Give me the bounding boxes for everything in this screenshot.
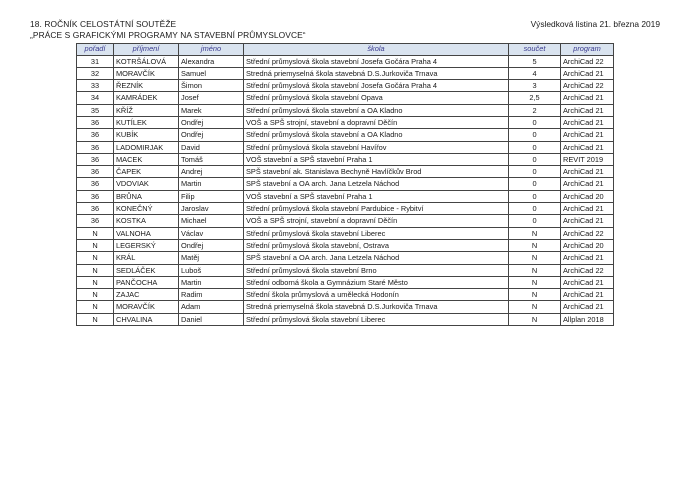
cell-surname: BRŮNA (114, 190, 179, 202)
cell-total: 4 (509, 67, 561, 79)
cell-total: N (509, 239, 561, 251)
cell-school: Střední škola průmyslová a umělecká Hodonín (244, 289, 509, 301)
cell-firstname: Jaroslav (179, 203, 244, 215)
cell-school: Střední průmyslová škola stavební, Ostrava (244, 239, 509, 251)
cell-total: 0 (509, 166, 561, 178)
cell-school: Střední průmyslová škola stavební Liberec (244, 313, 509, 325)
cell-total: 0 (509, 141, 561, 153)
cell-rank: N (77, 239, 114, 251)
table-row (77, 227, 614, 239)
document-header (30, 19, 306, 40)
cell-school: Stredná priemyselná škola stavebná D.S.Jurkoviča Trnava (244, 301, 509, 313)
cell-surname: VDOVIAK (114, 178, 179, 190)
column-header-school: škola (244, 44, 509, 56)
cell-firstname: Michael (179, 215, 244, 227)
table-row (77, 92, 614, 104)
table-row (77, 141, 614, 153)
cell-total: N (509, 276, 561, 288)
cell-firstname: Josef (179, 92, 244, 104)
column-header-surname: příjmení (114, 44, 179, 56)
cell-firstname: Luboš (179, 264, 244, 276)
table-row (77, 203, 614, 215)
cell-rank: N (77, 276, 114, 288)
cell-program: ArchiCad 21 (561, 129, 614, 141)
cell-school: Střední průmyslová škola stavební a OA Kladno (244, 104, 509, 116)
cell-firstname: Adam (179, 301, 244, 313)
cell-surname: KOSTKA (114, 215, 179, 227)
cell-firstname: David (179, 141, 244, 153)
cell-school: VOŠ stavební a SPŠ stavební Praha 1 (244, 153, 509, 165)
table-row (77, 116, 614, 128)
cell-total: N (509, 289, 561, 301)
cell-surname: LEGERSKÝ (114, 239, 179, 251)
cell-firstname: Samuel (179, 67, 244, 79)
cell-program: ArchiCad 20 (561, 190, 614, 202)
cell-firstname: Ondřej (179, 129, 244, 141)
cell-surname: PANČOCHA (114, 276, 179, 288)
cell-firstname: Andrej (179, 166, 244, 178)
table-row (77, 166, 614, 178)
cell-rank: 31 (77, 55, 114, 67)
column-header-firstname: jméno (179, 44, 244, 56)
table-row (77, 301, 614, 313)
cell-firstname: Václav (179, 227, 244, 239)
cell-school: Střední průmyslová škola stavební Josefa Gočára Praha 4 (244, 80, 509, 92)
cell-program: Allplan 2018 (561, 313, 614, 325)
cell-rank: 36 (77, 178, 114, 190)
cell-program: ArchiCad 21 (561, 104, 614, 116)
results-table (76, 43, 614, 326)
table-row (77, 129, 614, 141)
cell-program: ArchiCad 21 (561, 92, 614, 104)
cell-total: N (509, 313, 561, 325)
cell-surname: SEDLÁČEK (114, 264, 179, 276)
cell-rank: N (77, 313, 114, 325)
table-row (77, 55, 614, 67)
cell-total: 0 (509, 215, 561, 227)
cell-rank: 36 (77, 153, 114, 165)
cell-program: ArchiCad 21 (561, 116, 614, 128)
cell-surname: MORAVČÍK (114, 67, 179, 79)
cell-program: ArchiCad 20 (561, 239, 614, 251)
cell-rank: 32 (77, 67, 114, 79)
cell-surname: KŘÍŽ (114, 104, 179, 116)
cell-total: 2,5 (509, 92, 561, 104)
column-header-rank: pořadí (77, 44, 114, 56)
table-row (77, 178, 614, 190)
cell-surname: KOTRŠÁLOVÁ (114, 55, 179, 67)
cell-rank: N (77, 301, 114, 313)
cell-rank: 36 (77, 166, 114, 178)
cell-rank: N (77, 289, 114, 301)
cell-rank: 34 (77, 92, 114, 104)
cell-rank: 36 (77, 203, 114, 215)
cell-firstname: Radim (179, 289, 244, 301)
cell-program: ArchiCad 21 (561, 178, 614, 190)
column-header-total: součet (509, 44, 561, 56)
table-row (77, 276, 614, 288)
cell-firstname: Martin (179, 276, 244, 288)
cell-school: Střední odborná škola a Gymnázium Staré Město (244, 276, 509, 288)
cell-firstname: Šimon (179, 80, 244, 92)
cell-rank: 36 (77, 215, 114, 227)
cell-surname: KUTÍLEK (114, 116, 179, 128)
cell-rank: 35 (77, 104, 114, 116)
table-row (77, 190, 614, 202)
table-row (77, 313, 614, 325)
cell-program: ArchiCad 22 (561, 55, 614, 67)
cell-total: N (509, 252, 561, 264)
cell-firstname: Martin (179, 178, 244, 190)
cell-school: SPŠ stavební a OA arch. Jana Letzela Náchod (244, 178, 509, 190)
cell-school: Střední průmyslová škola stavební Brno (244, 264, 509, 276)
cell-total: 2 (509, 104, 561, 116)
cell-firstname: Alexandra (179, 55, 244, 67)
cell-total: 0 (509, 178, 561, 190)
table-body (77, 55, 614, 326)
cell-school: VOŠ a SPŠ strojní, stavební a dopravní Děčín (244, 215, 509, 227)
table-row (77, 264, 614, 276)
cell-total: N (509, 227, 561, 239)
cell-school: VOŠ a SPŠ strojní, stavební a dopravní Děčín (244, 116, 509, 128)
table-row (77, 215, 614, 227)
table-row (77, 153, 614, 165)
cell-rank: 36 (77, 129, 114, 141)
cell-surname: VALNOHA (114, 227, 179, 239)
cell-surname: ČAPEK (114, 166, 179, 178)
cell-surname: CHVALINA (114, 313, 179, 325)
competition-subtitle: „PRÁCE S GRAFICKÝMI PROGRAMY NA STAVEBNÍ PRŮMYSLOVCE“ (30, 29, 306, 40)
cell-program: ArchiCad 22 (561, 227, 614, 239)
competition-title: 18. ROČNÍK CELOSTÁTNÍ SOUTĚŽE (30, 19, 177, 29)
cell-total: 0 (509, 203, 561, 215)
cell-school: Stredná priemyselná škola stavebná D.S.Jurkoviča Trnava (244, 67, 509, 79)
table-row (77, 67, 614, 79)
cell-firstname: Marek (179, 104, 244, 116)
cell-total: 0 (509, 129, 561, 141)
cell-surname: KRÁL (114, 252, 179, 264)
cell-program: ArchiCad 21 (561, 215, 614, 227)
cell-total: N (509, 264, 561, 276)
cell-program: ArchiCad 21 (561, 289, 614, 301)
cell-program: ArchiCad 21 (561, 166, 614, 178)
cell-program: ArchiCad 21 (561, 141, 614, 153)
cell-surname: LADOMIRJAK (114, 141, 179, 153)
cell-firstname: Daniel (179, 313, 244, 325)
cell-total: 0 (509, 190, 561, 202)
cell-school: Střední průmyslová škola stavební a OA Kladno (244, 129, 509, 141)
cell-rank: 36 (77, 190, 114, 202)
cell-program: ArchiCad 21 (561, 203, 614, 215)
cell-school: SPŠ stavební ak. Stanislava Bechyně Havlíčkův Brod (244, 166, 509, 178)
cell-rank: N (77, 264, 114, 276)
cell-firstname: Ondřej (179, 239, 244, 251)
table-row (77, 289, 614, 301)
cell-total: 3 (509, 80, 561, 92)
cell-total: 0 (509, 153, 561, 165)
cell-program: REVIT 2019 (561, 153, 614, 165)
cell-program: ArchiCad 22 (561, 264, 614, 276)
cell-surname: KONEČNÝ (114, 203, 179, 215)
column-header-program: program (561, 44, 614, 56)
cell-surname: KUBÍK (114, 129, 179, 141)
cell-school: Střední průmyslová škola stavební Pardubice - Rybitví (244, 203, 509, 215)
table-header-row (77, 44, 614, 56)
cell-program: ArchiCad 21 (561, 276, 614, 288)
cell-total: 0 (509, 116, 561, 128)
table-row (77, 252, 614, 264)
table-row (77, 239, 614, 251)
cell-surname: ŘEZNÍK (114, 80, 179, 92)
cell-program: ArchiCad 21 (561, 301, 614, 313)
cell-program: ArchiCad 22 (561, 80, 614, 92)
results-date: Výsledková listina 21. března 2019 (530, 19, 660, 29)
cell-surname: ZAJAC (114, 289, 179, 301)
cell-firstname: Ondřej (179, 116, 244, 128)
cell-program: ArchiCad 21 (561, 67, 614, 79)
cell-surname: MACEK (114, 153, 179, 165)
cell-firstname: Matěj (179, 252, 244, 264)
cell-total: 5 (509, 55, 561, 67)
cell-rank: 36 (77, 141, 114, 153)
cell-firstname: Filip (179, 190, 244, 202)
cell-rank: N (77, 252, 114, 264)
cell-school: Střední průmyslová škola stavební Liberec (244, 227, 509, 239)
table-row (77, 80, 614, 92)
cell-school: Střední průmyslová škola stavební Havířov (244, 141, 509, 153)
cell-firstname: Tomáš (179, 153, 244, 165)
cell-total: N (509, 301, 561, 313)
cell-surname: KAMRÁDEK (114, 92, 179, 104)
cell-school: SPŠ stavební a OA arch. Jana Letzela Náchod (244, 252, 509, 264)
cell-rank: 36 (77, 116, 114, 128)
cell-rank: N (77, 227, 114, 239)
cell-school: Střední průmyslová škola stavební Opava (244, 92, 509, 104)
table-row (77, 104, 614, 116)
cell-surname: MORAVČÍK (114, 301, 179, 313)
cell-school: Střední průmyslová škola stavební Josefa Gočára Praha 4 (244, 55, 509, 67)
cell-program: ArchiCad 21 (561, 252, 614, 264)
cell-rank: 33 (77, 80, 114, 92)
cell-school: VOŠ stavební a SPŠ stavební Praha 1 (244, 190, 509, 202)
